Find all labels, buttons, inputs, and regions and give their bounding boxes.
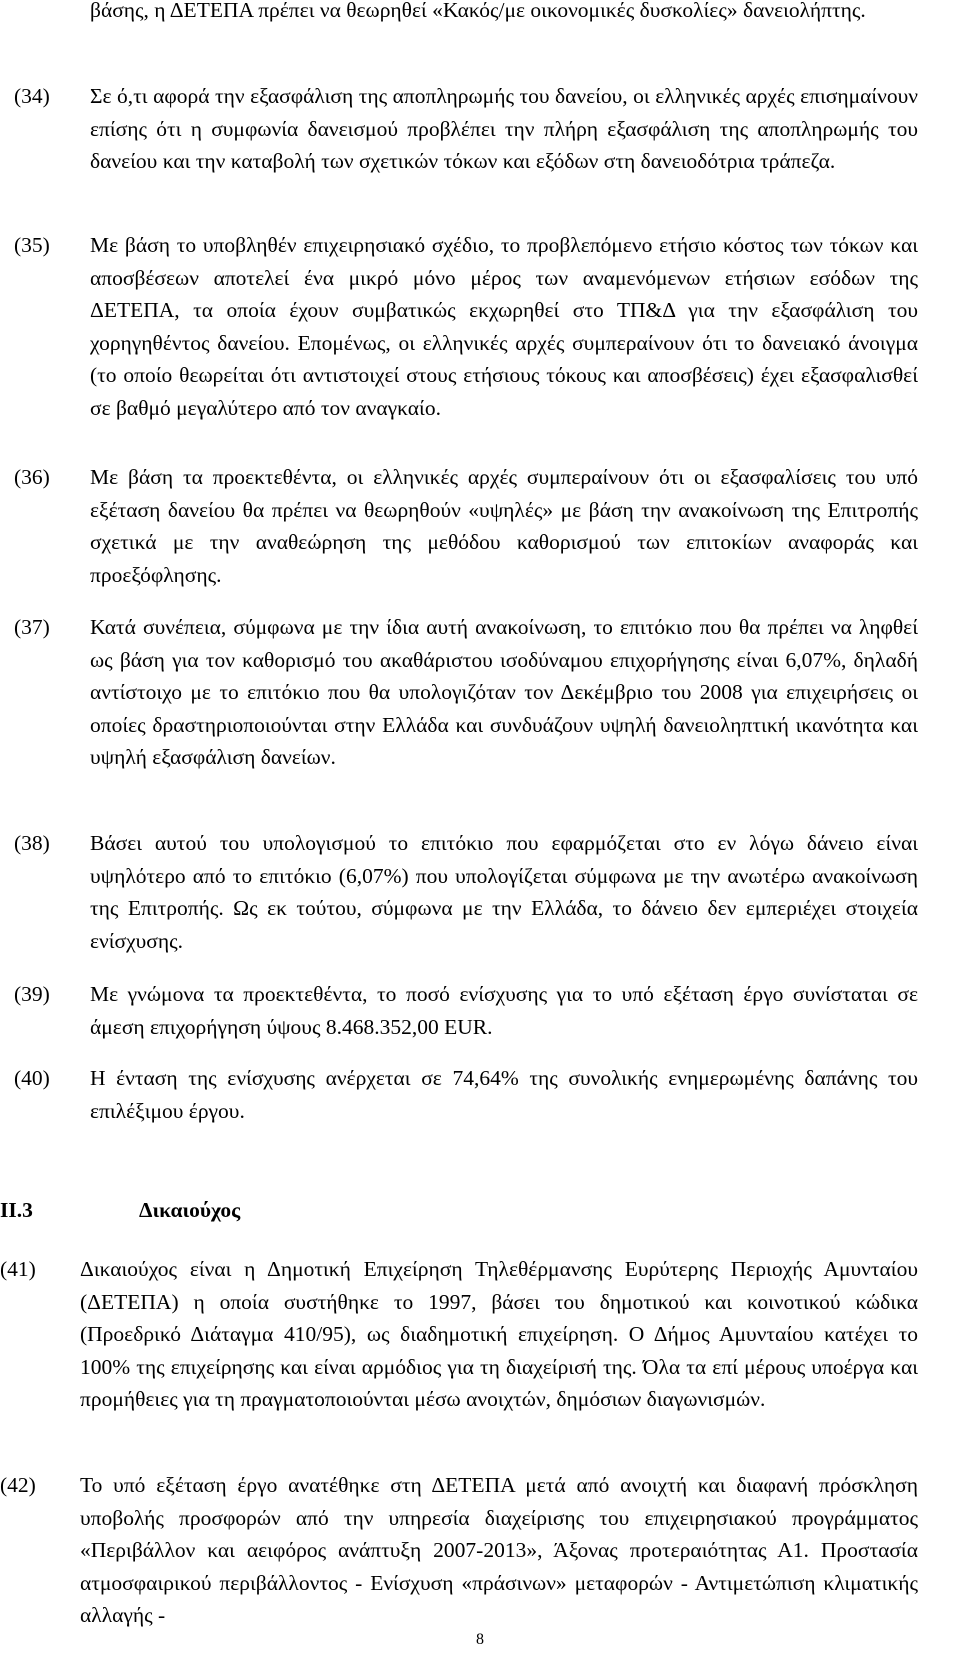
paragraph-text: Δικαιούχος είναι η Δημοτική Επιχείρηση Τηλεθέρμανσης Ευρύτερης Περιοχής Αμυνταίου (ΔΕΤΕΠΑ) η οποία συστήθηκε το 1997, βάσει του δημοτικού και κοινοτικού κώδικα (Προεδρικό Διάταγμα 410/95), ως διαδημοτική επιχείρηση. Ο Δήμος Αμυνταίου κατέχει το 100% της επιχείρησης και είναι αρμόδιος για τη διαχείρισή της. Όλα τα επί μέρους υποέργα και προμήθειες για τη πραγματοποιούνται μέσω ανοιχτών, δημόσιων διαγωνισμών. bbox=[80, 1257, 918, 1411]
paragraph-text: Με βάση το υποβληθέν επιχειρησιακό σχέδιο, το προβλεπόμενο ετήσιο κόστος των τόκων και αποσβέσεων αποτελεί ένα μικρό μόνο μέρος των αναμενόμενων ετήσιων εσόδων της ΔΕΤΕΠΑ, τα οποία έχουν συμβατικώς εκχωρηθεί στο ΤΠ&Δ για την εξασφάλιση του χορηγηθέντος δανείου. Επομένως, οι ελληνικές αρχές συμπεραίνουν ότι το δανειακό άνοιγμα (το οποίο θεωρείται ότι αντιστοιχεί στους ετήσιους τόκους και αποσβέσεις) έχει εξασφαλισθεί σε βαθμό μεγαλύτερο από τον αναγκαίο. bbox=[90, 233, 918, 420]
section-title: Δικαιούχος bbox=[139, 1198, 241, 1222]
paragraph-text: Με βάση τα προεκτεθέντα, οι ελληνικές αρχές συμπεραίνουν ότι οι εξασφαλίσεις του υπό εξέταση δανείου θα πρέπει να θεωρηθούν «υψηλές» με βάση την ανακοίνωση της Επιτροπής σχετικά με την αναθεώρηση της μεθόδου καθορισμού των επιτοκίων αναφοράς και προεξόφλησης. bbox=[90, 465, 918, 587]
paragraph-text: Βάσει αυτού του υπολογισμού το επιτόκιο που εφαρμόζεται στο εν λόγω δάνειο είναι υψηλότερο από το επιτόκιο (6,07%) που υπολογίζεται σύμφωνα με την ανωτέρω ανακοίνωση της Επιτροπής. Ως εκ τούτου, σύμφωνα με την Ελλάδα, το δάνειο δεν εμπεριέχει στοιχεία ενίσχυσης. bbox=[90, 831, 918, 953]
paragraph-text: Κατά συνέπεια, σύμφωνα με την ίδια αυτή ανακοίνωση, το επιτόκιο που θα πρέπει να ληφθεί ως βάση για τον καθορισμό του ακαθάριστου ισοδύναμου επιχορήγησης είναι 6,07%, δηλαδή αντίστοιχο με το επιτόκιο που θα υπολογιζόταν τον Δεκέμβριο του 2008 για επιχειρήσεις οι οποίες δραστηριοποιούνται στην Ελλάδα και συνδυάζουν υψηλή δανειοληπτική ικανότητα και υψηλή εξασφάλιση δανείων. bbox=[90, 615, 918, 769]
page-number: 8 bbox=[476, 1631, 484, 1648]
paragraph-number: (36) bbox=[14, 465, 50, 489]
paragraph-number: (34) bbox=[14, 84, 50, 108]
paragraph-text: Το υπό εξέταση έργο ανατέθηκε στη ΔΕΤΕΠΑ μετά από ανοιχτή και διαφανή πρόσκληση υποβολής προσφορών από την υπηρεσία διαχείρισης του επιχειρησιακού προγράμματος «Περιβάλλον και αειφόρος ανάπτυξη 2007-2013», Άξονας προτεραιότητας Α1. Προστασία ατμοσφαιρικού περιβάλλοντος - Ενίσχυση «πράσινων» μεταφορών - Αντιμετώπιση κλιματικής αλλαγής - bbox=[80, 1473, 918, 1627]
paragraph-number: (37) bbox=[14, 615, 50, 639]
paragraph-text: βάσης, η ΔΕΤΕΠΑ πρέπει να θεωρηθεί «Κακός/με οικονομικές δυσκολίες» δανειολήπτης. bbox=[90, 0, 866, 22]
paragraph-number: (42) bbox=[0, 1473, 36, 1497]
paragraph-number: (39) bbox=[14, 982, 50, 1006]
paragraph-text: Με γνώμονα τα προεκτεθέντα, το ποσό ενίσχυσης για το υπό εξέταση έργο συνίσταται σε άμεση επιχορήγηση ύψους 8.468.352,00 EUR. bbox=[90, 982, 918, 1039]
section-number: II.3 bbox=[0, 1198, 33, 1222]
paragraph-number: (40) bbox=[14, 1066, 50, 1090]
paragraph-text: Σε ό,τι αφορά την εξασφάλιση της αποπληρωμής του δανείου, οι ελληνικές αρχές επισημαίνουν επίσης ότι η συμφωνία δανεισμού προβλέπει την πλήρη εξασφάλιση της αποπληρωμής του δανείου και την καταβολή των σχετικών τόκων και εξόδων στη δανειοδότρια τράπεζα. bbox=[90, 84, 918, 173]
paragraph-number: (35) bbox=[14, 233, 50, 257]
paragraph-number: (41) bbox=[0, 1257, 36, 1281]
paragraph-number: (38) bbox=[14, 831, 50, 855]
paragraph-text: Η ένταση της ενίσχυσης ανέρχεται σε 74,64% της συνολικής ενημερωμένης δαπάνης του επιλέξιμου έργου. bbox=[90, 1066, 918, 1123]
